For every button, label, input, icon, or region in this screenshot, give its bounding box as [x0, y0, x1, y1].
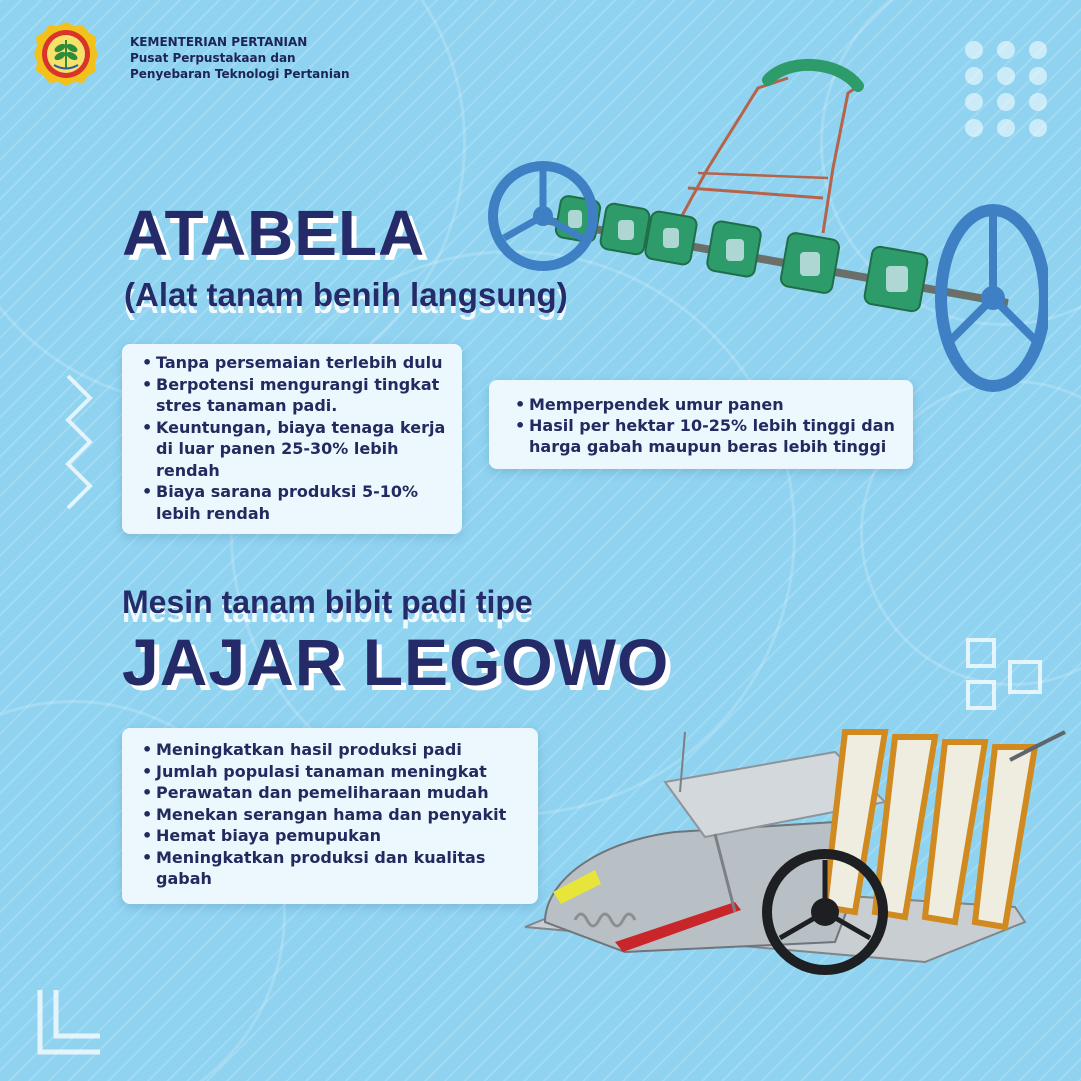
atabela-title: ATABELA: [122, 197, 426, 269]
jajar-benefits-card: [122, 728, 538, 904]
list-item: • Tanpa persemaian terlebih dulu: [142, 352, 448, 374]
unit-line-2: Penyebaran Teknologi Pertanian: [130, 67, 350, 81]
rice-transplanter-machine: [505, 712, 1075, 1022]
atabela-benefits-card-right: [489, 380, 913, 469]
header-text: [130, 34, 350, 82]
list-item: • Biaya sarana produksi 5-10% lebih rendah: [142, 481, 448, 524]
org-name: KEMENTERIAN PERTANIAN: [130, 35, 308, 49]
kementan-emblem-icon: [32, 20, 100, 88]
corner-decoration: [34, 988, 104, 1058]
atabela-subtitle: (Alat tanam benih langsung): [124, 276, 568, 313]
list-item: • Meningkatkan produksi dan kualitas gabah: [142, 847, 528, 890]
squares-decoration: [962, 634, 1046, 718]
jajar-subtitle: Mesin tanam bibit padi tipe: [122, 584, 533, 620]
jajar-title: JAJAR LEGOWO: [122, 625, 670, 699]
list-item: • Memperpendek umur panen: [515, 394, 895, 415]
list-item: • Jumlah populasi tanaman meningkat: [142, 761, 528, 783]
list-item: • Hemat biaya pemupukan: [142, 825, 528, 847]
atabela-seeder-machine: [488, 48, 1048, 408]
unit-line-1: Pusat Perpustakaan dan: [130, 51, 296, 65]
atabela-benefits-card-left: [122, 344, 462, 534]
list-item: • Berpotensi mengurangi tingkat stres tanaman padi.: [142, 374, 448, 417]
list-item: • Keuntungan, biaya tenaga kerja di luar panen 25-30% lebih rendah: [142, 417, 448, 482]
list-item: • Hasil per hektar 10-25% lebih tinggi dan harga gabah maupun beras lebih tinggi: [515, 415, 895, 457]
list-item: • Menekan serangan hama dan penyakit: [142, 804, 528, 826]
zigzag-decoration: [58, 372, 98, 522]
list-item: • Meningkatkan hasil produksi padi: [142, 739, 528, 761]
header: [32, 20, 452, 92]
list-item: • Perawatan dan pemeliharaan mudah: [142, 782, 528, 804]
